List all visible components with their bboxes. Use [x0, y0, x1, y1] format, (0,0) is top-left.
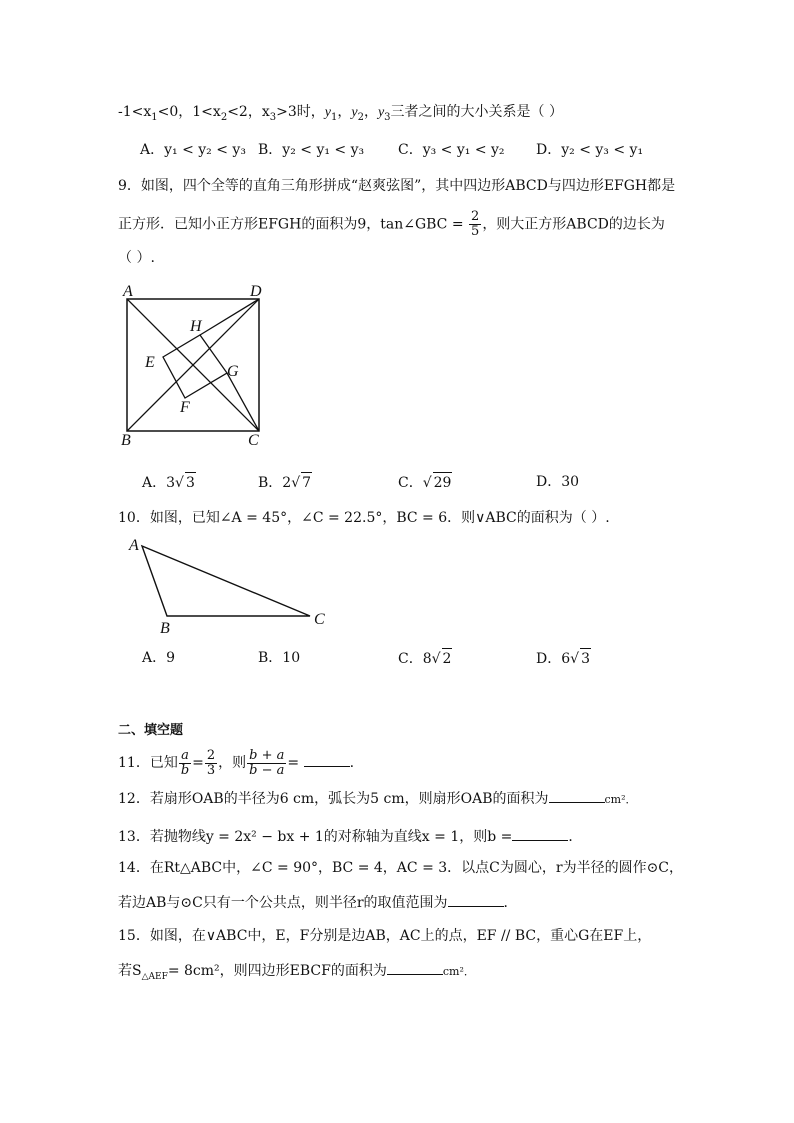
q9-stem-line3: （ ）.	[118, 250, 155, 266]
answer-blank[interactable]	[448, 892, 504, 907]
option-label: C．	[398, 475, 423, 491]
q8-stem-part: -1<x	[118, 104, 152, 120]
answer-blank[interactable]	[304, 752, 350, 767]
q11-fraction-target	[247, 749, 286, 778]
section-heading: 二、填空题	[118, 723, 184, 738]
option-label: D．6	[536, 651, 571, 667]
label-d: D	[250, 283, 262, 300]
q12-stem	[118, 788, 637, 810]
q10-option-c: C．8√ 2	[398, 648, 452, 669]
radicand: 7	[301, 472, 312, 493]
answer-blank[interactable]	[387, 960, 443, 975]
q14-stem-line1: 14．在Rt△ABC中，∠C = 90°，BC = 4，AC = 3．以点C为圆心，r为半径的圆作⊙C，	[118, 860, 684, 876]
q15-text: 若S	[118, 963, 142, 979]
fraction-numerator: a	[179, 749, 191, 764]
q8-stem-tail: 三者之间的大小关系是（ ）	[390, 104, 563, 120]
option-label: C．8	[398, 651, 432, 667]
q10-option-a: A．9	[142, 650, 176, 666]
q8-option-c: C．y₃ < y₁ < y₂	[398, 142, 505, 158]
q9-fraction	[469, 210, 481, 239]
q13-text: 13．若抛物线y = 2x² − bx + 1的对称轴为直线x = 1，则b =	[118, 829, 513, 845]
fraction-numerator: 2	[471, 209, 480, 224]
label-g: G	[227, 363, 239, 380]
q14-stem-line2	[118, 892, 518, 913]
q9-option-d: D．30	[536, 474, 580, 490]
q11-fraction-2-3	[205, 749, 217, 778]
answer-blank[interactable]	[512, 826, 568, 841]
label-e: E	[145, 354, 155, 371]
q10-option-d: D．6√ 3	[536, 648, 591, 669]
q8-option-b: B．y₂ < y₁ < y₃	[258, 142, 365, 158]
q14-text: 若边AB与⊙C只有一个公共点，则半径r的取值范围为	[118, 895, 448, 911]
q9-option-b: B．2√ 7	[258, 472, 312, 493]
radicand: 2	[442, 648, 453, 669]
q9-option-a: A．3√ 3	[142, 472, 196, 493]
q11-stem: 11．已知 $\frac{a}{b}$ = $\frac{2}{3}$ ，则 $\frac{b + a}{b - a}$ = .	[118, 747, 355, 778]
answer-blank[interactable]	[549, 788, 605, 803]
q9-stem-line2	[118, 210, 665, 239]
radicand: 3	[185, 472, 196, 493]
q9-stem-part: ，则大正方形ABCD的边长为	[482, 216, 665, 233]
q8-stem-part: >3时，	[276, 104, 325, 120]
fraction-denominator: b − a	[249, 762, 285, 778]
fraction-denominator: 3	[206, 762, 216, 778]
q10-stem: 10．如图，已知∠A = 45°，∠C = 22.5°，BC = 6．则∨ABC的面积为（ ）.	[118, 510, 610, 526]
line-c-g	[227, 373, 259, 431]
label-a: A	[123, 283, 133, 300]
q15-stem-line2	[118, 960, 475, 987]
q8-option-d: D．y₂ < y₃ < y₁	[536, 142, 644, 158]
q8-stem: $-1<x_1<0$，$1<x_2<2$，$x_3>3$时，$y_1$，$y_2$，$y_3$三者之间的大小关系是（ ）	[118, 104, 563, 123]
fraction-numerator: 2	[206, 747, 216, 763]
fraction-denominator: 5	[471, 224, 480, 239]
q15-stem-line1: 15．如图，在∨ABC中，E，F分别是边AB，AC上的点，EF // BC，重心G在EF上，	[118, 928, 652, 944]
label-b: B	[121, 432, 131, 449]
q11-fraction-a-b	[179, 749, 191, 778]
q15-unit: cm²．	[442, 965, 475, 978]
q13-post: ．	[568, 829, 583, 845]
q13-stem	[118, 826, 582, 847]
radicand: 3	[580, 648, 591, 669]
line-h-d	[200, 299, 259, 335]
label-c: C	[314, 611, 325, 628]
q8-option-a: A．y₁ < y₂ < y₃	[140, 142, 246, 158]
q8-stem-part: <2，x	[227, 104, 270, 120]
fraction-denominator: b	[180, 762, 190, 778]
q12-text: 12．若扇形OAB的半径为6 cm，弧长为5 cm，则扇形OAB的面积为	[118, 791, 549, 807]
q12-unit: cm²．	[604, 793, 637, 806]
equals-sign: =	[192, 755, 204, 771]
fraction-numerator: b + a	[249, 747, 285, 763]
option-label: B．2	[258, 475, 292, 491]
q8-stem-part: <0，1<x	[157, 104, 221, 120]
q9-stem-part: 正方形．已知小正方形EFGH的面积为9，tan∠GBC =	[118, 216, 464, 233]
q14-post: ．	[503, 895, 518, 911]
zhao-shuang-diagram	[110, 280, 280, 450]
triangle-abc-diagram	[120, 532, 340, 638]
q11-pre: 11．已知	[118, 755, 178, 771]
q10-option-b: B．10	[258, 650, 301, 666]
label-b: B	[160, 620, 170, 637]
q9-option-c: C．√ 29	[398, 472, 452, 493]
option-label: A．3	[142, 475, 176, 491]
label-h: H	[190, 318, 202, 335]
q9-stem-line1: 9．如图，四个全等的直角三角形拼成“赵爽弦图”，其中四边形ABCD与四边形EFGH都是	[118, 178, 676, 194]
radicand: 29	[433, 472, 453, 493]
q11-post: .	[349, 755, 355, 771]
label-c: C	[248, 432, 259, 449]
label-f: F	[180, 399, 190, 416]
q15-text: = 8cm²，则四边形EBCF的面积为	[167, 963, 387, 979]
triangle-abc	[142, 546, 310, 616]
label-a: A	[129, 537, 139, 554]
q11-mid: ，则	[218, 755, 247, 771]
q15-subscript: △AEF	[141, 971, 168, 982]
